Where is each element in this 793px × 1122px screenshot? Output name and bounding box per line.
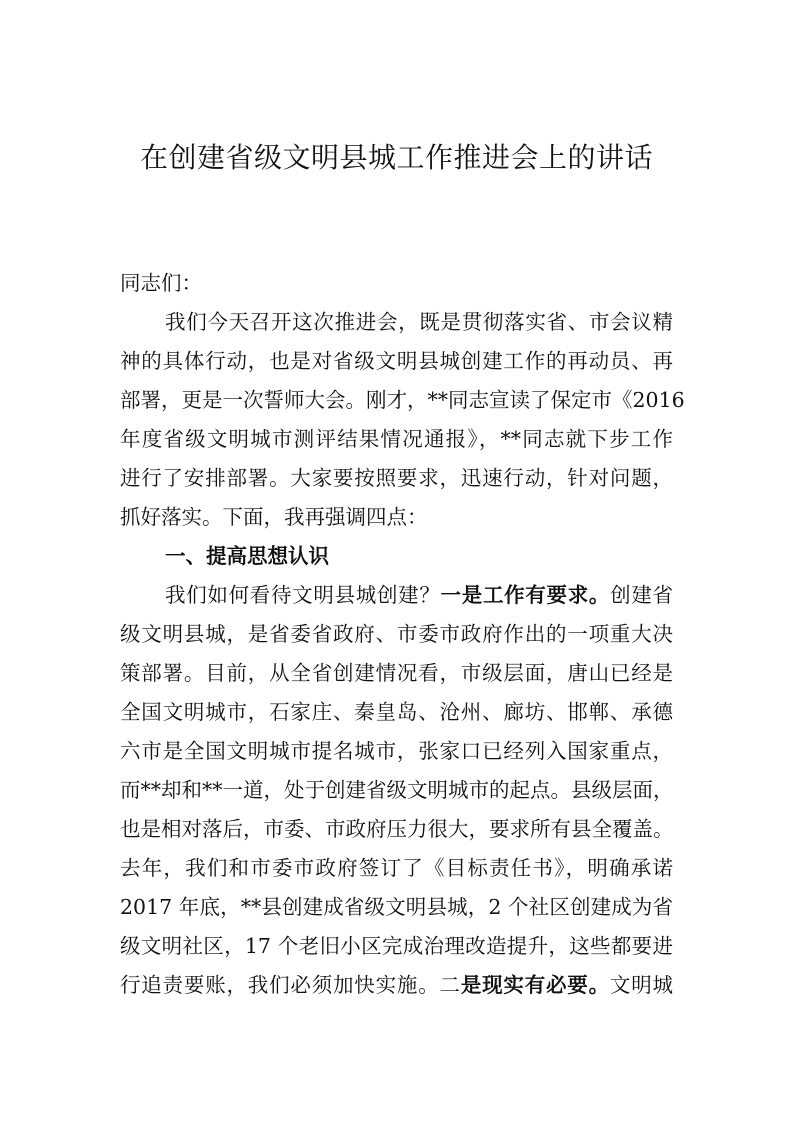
text: 我们如何看待文明县城创建？ xyxy=(165,583,441,607)
text: 文明城 xyxy=(609,973,674,997)
paragraph-line: 年度省级文明城市测评结果情况通报》，**同志就下步工作 xyxy=(120,427,673,451)
paragraph-line xyxy=(120,576,673,615)
document-title: 在创建省级文明县城工作推进会上的讲话 xyxy=(139,141,653,174)
paragraph-line: 级文明社区，17 个老旧小区完成治理改造提升，这些都要进 xyxy=(120,934,673,958)
paragraph-line: 神的具体行动，也是对省级文明县城创建工作的再动员、再 xyxy=(120,349,673,373)
paragraph-line: 去年，我们和市委市政府签订了《目标责任书》，明确承诺 xyxy=(120,856,673,880)
bold-point: 一是工作有要求。 xyxy=(440,583,611,607)
text: 行追责要账，我们必须加快实施。二 xyxy=(120,973,461,997)
bold-point: 是现实有必要。 xyxy=(460,973,610,997)
paragraph-line: 级文明县城，是省委省政府、市委市政府作出的一项重大决 xyxy=(120,622,673,646)
text: 创建省 xyxy=(610,583,674,607)
paragraph-line: 策部署。目前，从全省创建情况看，市级层面，唐山已经是 xyxy=(120,661,673,685)
salutation: 同志们： xyxy=(120,271,202,295)
paragraph-line: 而**却和**一道，处于创建省级文明城市的起点。县级层面， xyxy=(120,778,674,802)
paragraph-line: 进行了安排部署。大家要按照要求，迅速行动，针对问题， xyxy=(120,466,673,490)
paragraph-line xyxy=(120,966,673,1005)
paragraph-line: 2017 年底，**县创建成省级文明县城，2 个社区创建成为省 xyxy=(120,895,673,919)
paragraph-line: 我们今天召开这次推进会，既是贯彻落实省、市会议精 xyxy=(165,310,673,334)
document-body xyxy=(120,264,685,1005)
paragraph-line: 全国文明城市，石家庄、秦皇岛、沧州、廊坊、邯郸、承德 xyxy=(120,700,673,724)
section-heading: 一、提高思想认识 xyxy=(165,544,329,568)
paragraph-line: 抓好落实。下面，我再强调四点： xyxy=(120,505,428,529)
paragraph-line: 也是相对落后，市委、市政府压力很大，要求所有县全覆盖。 xyxy=(120,817,674,841)
paragraph-line: 六市是全国文明城市提名城市，张家口已经列入国家重点， xyxy=(120,739,673,763)
paragraph-line: 部署，更是一次誓师大会。刚才，**同志宣读了保定市《2016 xyxy=(120,388,685,412)
